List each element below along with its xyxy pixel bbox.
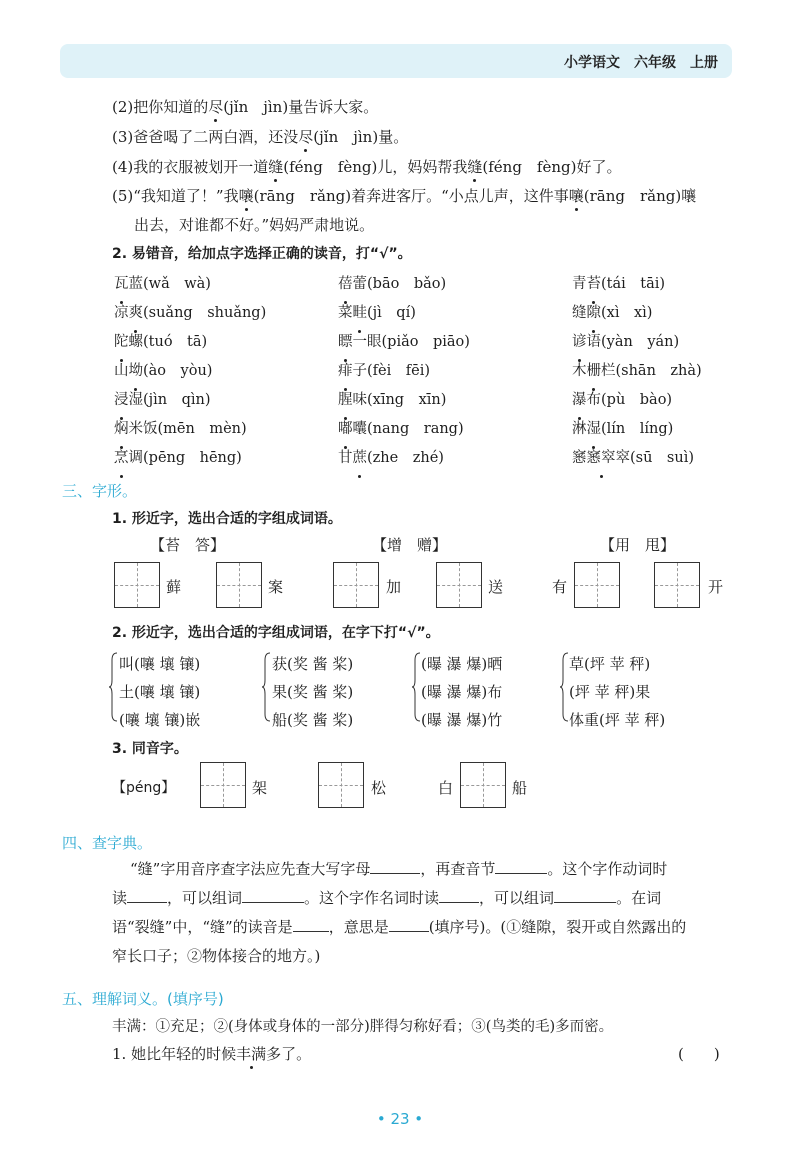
page-header-banner <box>60 44 732 78</box>
item-4: (4)我的衣服被划开一道缝(féng fèng)儿，妈妈帮我缝(féng fèng)好了。 <box>112 158 622 176</box>
s3-q2-title: 2. 形近字，选出合适的字组成词语，在字下打“√”。 <box>112 625 440 641</box>
answer-paren[interactable]: ( ) <box>678 1045 720 1063</box>
item-5-cont: 出去，对谁都不好。”妈妈严肃地说。 <box>134 216 375 234</box>
pinyin-column-3 <box>572 270 702 473</box>
word-char: 有 <box>552 578 568 596</box>
group-4-row: 体重(坪 苹 秤) <box>569 711 666 729</box>
dotted-char: 苔 <box>587 270 602 299</box>
group-2-row: 船(奖 酱 桨) <box>272 711 354 729</box>
pinyin-options[interactable]: 语(yàn yán) <box>586 334 680 350</box>
group-2-row: 获(奖 酱 桨) <box>272 655 354 673</box>
answer-blank[interactable] <box>127 888 167 903</box>
group-3 <box>421 650 502 734</box>
dotted-char: 焖 <box>114 415 129 444</box>
answer-blank[interactable] <box>370 859 420 874</box>
word-char: 案 <box>268 578 284 596</box>
pinyin-item <box>338 386 470 415</box>
pinyin-item <box>338 444 470 473</box>
word-char: 开 <box>708 578 724 596</box>
pinyin-item <box>114 415 266 444</box>
pinyin-label: 【péng】 <box>112 780 176 796</box>
dict-line-4: 窄长口子；②物体接合的地方。) <box>112 947 321 965</box>
group-1-row: 土(嚷 壤 镶) <box>119 683 201 701</box>
pinyin-options[interactable]: (sū suì) <box>630 450 695 466</box>
pinyin-item <box>572 299 702 328</box>
word-definition: 丰满：①充足；②(身体或身体的一部分)胖得匀称好看；③(鸟类的毛)多而密。 <box>112 1019 614 1035</box>
dotted-char: 蓓 <box>338 270 353 299</box>
pinyin-item <box>338 357 470 386</box>
writing-box[interactable] <box>436 562 482 608</box>
s3-q3-title: 3. 同音字。 <box>112 741 188 757</box>
pinyin-item <box>114 299 266 328</box>
item-3: (3)爸爸喝了二两白酒，还没尽(jǐn jìn)量。 <box>112 128 409 146</box>
header-title: 小学语文 六年级 上册 <box>564 55 718 71</box>
group-1 <box>119 650 200 734</box>
group-4 <box>569 650 665 734</box>
pinyin-item <box>114 386 266 415</box>
item-prefix: 淋 <box>572 421 587 437</box>
dotted-char: 谚 <box>572 328 587 357</box>
pinyin-options[interactable]: (lín líng) <box>601 421 674 437</box>
group-3-row: (曝 瀑 爆)竹 <box>421 711 503 729</box>
left-brace-icon <box>262 652 271 722</box>
item-prefix: 凉 <box>114 305 129 321</box>
word-char: 藓 <box>166 578 182 596</box>
pinyin-item <box>572 444 702 473</box>
pinyin-options[interactable]: 米饭(mēn mèn) <box>128 421 247 437</box>
item-prefix: 甘 <box>338 450 353 466</box>
dotted-char: 痱 <box>338 357 353 386</box>
pinyin-item <box>114 270 266 299</box>
section-3-heading: 三、字形。 <box>62 482 138 500</box>
pinyin-options[interactable]: (tái tāi) <box>601 276 666 292</box>
word-char: 架 <box>252 779 268 797</box>
left-brace-icon <box>109 652 118 722</box>
pinyin-item <box>338 299 470 328</box>
dotted-char: 栅 <box>587 357 602 386</box>
pinyin-options[interactable]: 子(fèi fēi) <box>352 363 430 379</box>
pinyin-column-1 <box>114 270 266 473</box>
item-prefix: 山 <box>114 363 129 379</box>
word-char: 加 <box>386 578 402 596</box>
pinyin-item <box>114 444 266 473</box>
s5-q1: 1. 她比年轻的时候丰满多了。 <box>112 1045 312 1063</box>
pinyin-options[interactable]: 栏(shān zhà) <box>601 363 702 379</box>
word-char: 白 <box>438 779 454 797</box>
answer-blank[interactable] <box>293 917 329 932</box>
dotted-char: 烹 <box>114 444 129 473</box>
page-number: • 23 • <box>376 1110 424 1128</box>
dict-line-2: 读 ，可以组词 。这个字作名词时读 ，可以组词 。在词 <box>112 889 662 907</box>
dotted-char: 湿 <box>587 415 602 444</box>
s3-q1-title: 1. 形近字，选出合适的字组成词语。 <box>112 511 342 527</box>
left-brace-icon <box>412 652 421 722</box>
bracket-pair-1: 【苔 答】 <box>150 536 226 554</box>
item-prefix: 木 <box>572 363 587 379</box>
pinyin-item <box>572 415 702 444</box>
group-1-row: 叫(嚷 壤 镶) <box>119 655 201 673</box>
answer-blank[interactable] <box>242 888 304 903</box>
pinyin-options[interactable]: (suǎng shuǎng) <box>143 305 267 321</box>
writing-box[interactable] <box>333 562 379 608</box>
pinyin-column-2 <box>338 270 470 473</box>
item-5: (5)“我知道了！”我嚷(rāng rǎng)着奔进客厅。“小点儿声，这件事嚷(rāng rǎng)嚷 <box>112 187 697 205</box>
answer-blank[interactable] <box>495 859 547 874</box>
group-4-row: 草(坪 苹 秤) <box>569 655 651 673</box>
pinyin-options[interactable]: 蕾(bāo bǎo) <box>352 276 447 292</box>
dotted-char: 陀 <box>114 328 129 357</box>
dotted-char: 隙 <box>587 299 602 328</box>
pinyin-item <box>114 357 266 386</box>
group-3-row: (曝 瀑 爆)晒 <box>421 655 503 673</box>
item-2: (2)把你知道的尽(jǐn jìn)量告诉大家。 <box>112 98 379 116</box>
pinyin-options[interactable]: (xì xì) <box>601 305 653 321</box>
answer-blank[interactable] <box>439 888 479 903</box>
dotted-char: 浸 <box>114 386 129 415</box>
pinyin-options[interactable]: 味(xīng xīn) <box>352 392 447 408</box>
dict-line-1: “缝”字用音序查字法应先查大写字母 ，再查音节 。这个字作动词时 <box>130 860 668 878</box>
pinyin-options[interactable]: 湿(jìn qìn) <box>128 392 211 408</box>
dotted-char: 畦 <box>353 299 368 328</box>
section-4-heading: 四、查字典。 <box>62 834 153 852</box>
writing-box[interactable] <box>216 562 262 608</box>
answer-blank[interactable] <box>554 888 616 903</box>
q2-title: 2. 易错音，给加点字选择正确的读音，打“√”。 <box>112 246 412 262</box>
pinyin-item <box>114 328 266 357</box>
item-prefix: 菜 <box>338 305 353 321</box>
dotted-char: 蔗 <box>353 444 368 473</box>
dotted-char: 坳 <box>129 357 144 386</box>
writing-box[interactable] <box>574 562 620 608</box>
writing-box[interactable] <box>318 762 364 808</box>
section-5-heading: 五、理解词义。(填序号) <box>62 990 224 1008</box>
pinyin-item <box>338 415 470 444</box>
word-char: 送 <box>488 578 504 596</box>
group-4-row: (坪 苹 秤)果 <box>569 683 651 701</box>
pinyin-options[interactable]: 螺(tuó tā) <box>128 334 208 350</box>
group-3-row: (曝 瀑 爆)布 <box>421 683 503 701</box>
item-prefix: 青 <box>572 276 587 292</box>
pinyin-item <box>338 270 470 299</box>
dotted-char: 窸窸窣窣 <box>572 444 630 473</box>
dotted-char: 瓦 <box>114 270 129 299</box>
pinyin-options[interactable]: 调(pēng hēng) <box>128 450 242 466</box>
item-prefix: 缝 <box>572 305 587 321</box>
pinyin-item <box>572 270 702 299</box>
dotted-char: 嘟 <box>338 415 353 444</box>
pinyin-options[interactable]: 一眼(piǎo piāo) <box>352 334 470 350</box>
dotted-char: 瞟 <box>338 328 353 357</box>
writing-box[interactable] <box>654 562 700 608</box>
answer-blank[interactable] <box>389 917 429 932</box>
pinyin-options[interactable]: (jì qí) <box>367 305 416 321</box>
pinyin-options[interactable]: (ào yòu) <box>143 363 213 379</box>
pinyin-options[interactable]: 囔(nang rang) <box>352 421 464 437</box>
dotted-char: 瀑 <box>572 386 587 415</box>
pinyin-item <box>572 357 702 386</box>
group-2-row: 果(奖 酱 桨) <box>272 683 354 701</box>
dict-line-3: 语“裂缝”中，“缝”的读音是 ，意思是 (填序号)。(①缝隙，裂开或自然露出的 <box>112 918 687 936</box>
word-char: 船 <box>512 779 528 797</box>
pinyin-options[interactable]: 蓝(wǎ wà) <box>128 276 211 292</box>
pinyin-options[interactable]: (zhe zhé) <box>367 450 444 466</box>
writing-box[interactable] <box>200 762 246 808</box>
bracket-pair-2: 【增 赠】 <box>372 536 448 554</box>
writing-box[interactable] <box>460 762 506 808</box>
group-1-row: (嚷 壤 镶)嵌 <box>119 711 201 729</box>
left-brace-icon <box>560 652 569 722</box>
word-char: 松 <box>371 779 387 797</box>
dotted-char: 腥 <box>338 386 353 415</box>
pinyin-options[interactable]: 布(pù bào) <box>586 392 673 408</box>
group-2 <box>272 650 353 734</box>
writing-box[interactable] <box>114 562 160 608</box>
dotted-char: 爽 <box>129 299 144 328</box>
bracket-pair-3: 【用 甩】 <box>600 536 676 554</box>
